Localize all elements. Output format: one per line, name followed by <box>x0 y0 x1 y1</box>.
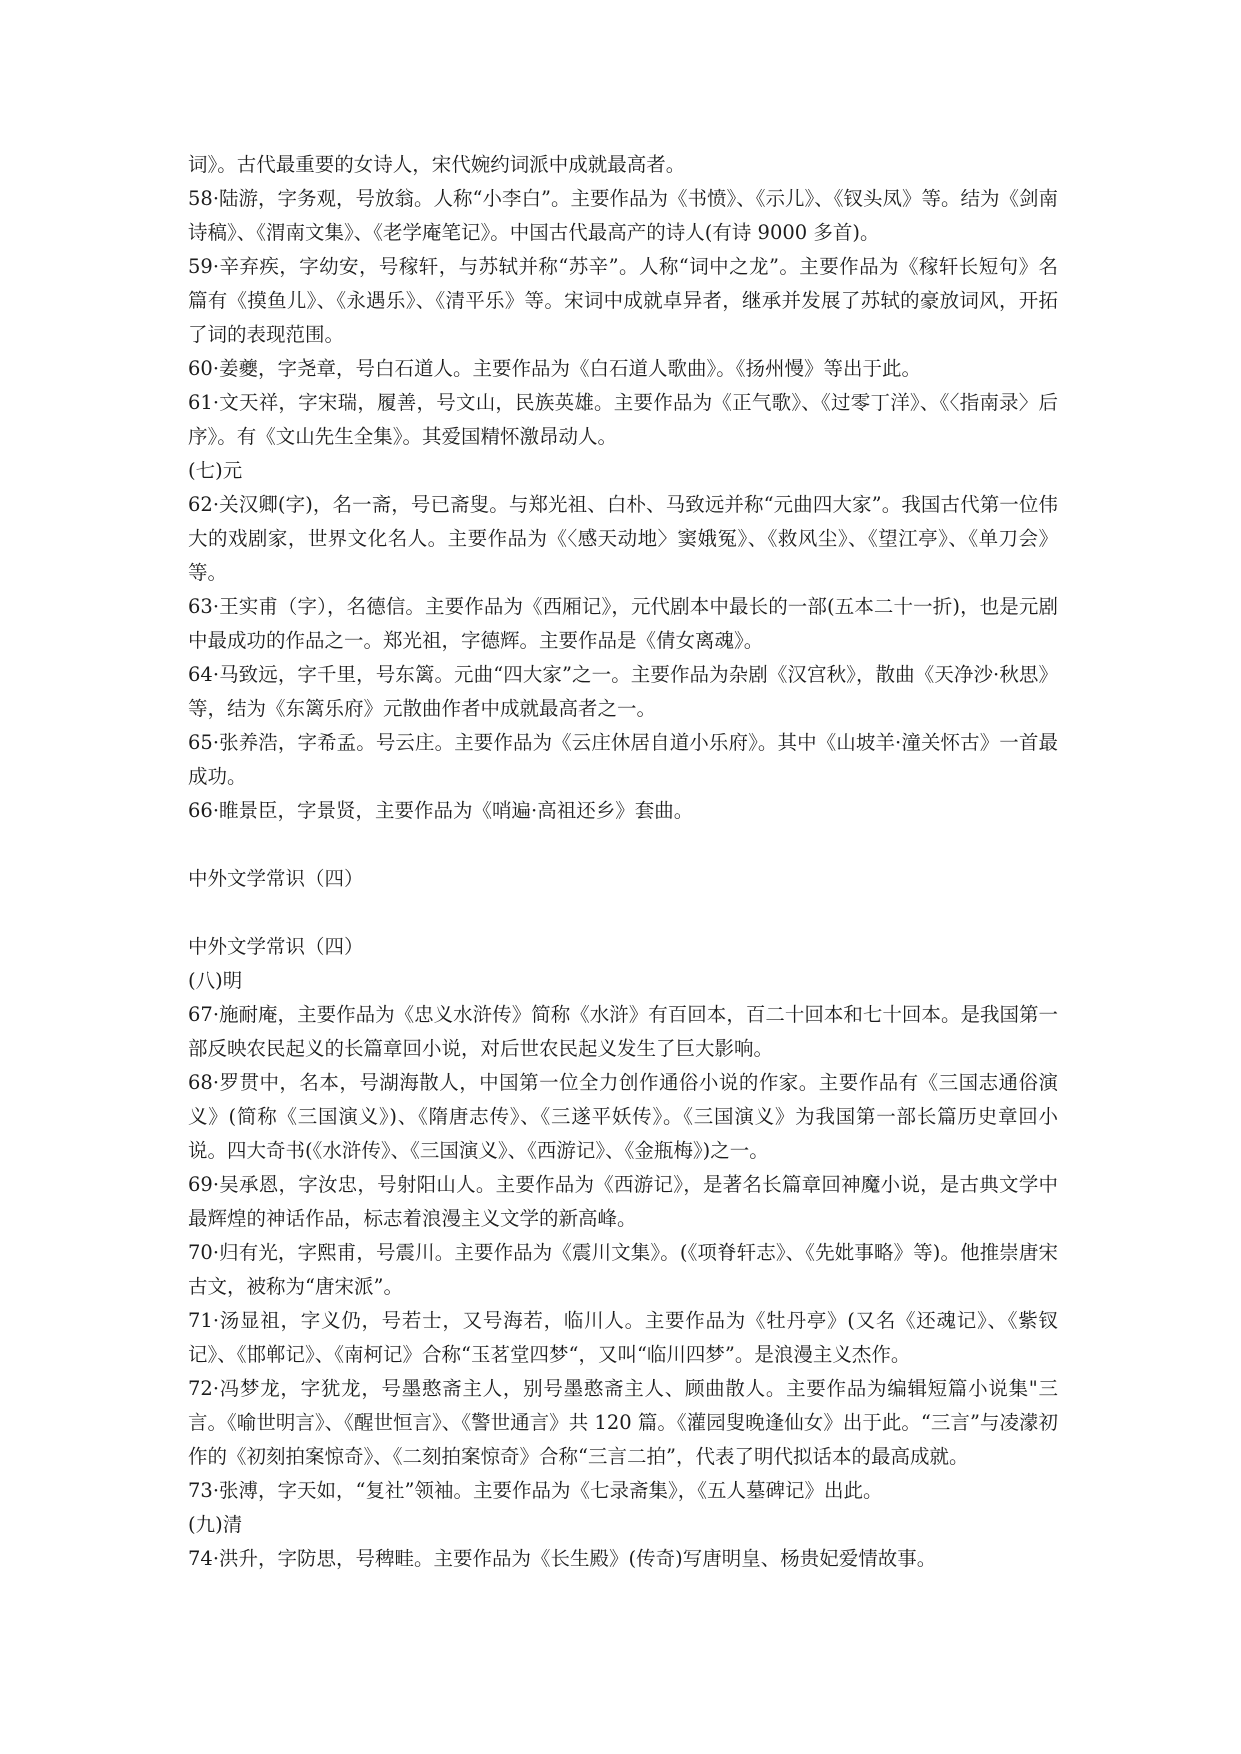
entry-72: 72·冯梦龙，字犹龙，号墨憨斋主人，别号墨憨斋主人、顾曲散人。主要作品为编辑短篇小说集"三言。《喻世明言》、《醒世恒言》、《警世通言》共 120 篇。《灌园叟晚逢仙女》出于此。“三言”与凌濛初作的《初刻拍案惊奇》、《二刻拍案惊奇》合称“三言二拍”，代表了明代拟话本的最高成就。 <box>188 1377 1058 1468</box>
entry-74: 74·洪升，字防思，号稗畦。主要作品为《长生殿》(传奇)写唐明皇、杨贵妃爱情故事。 <box>188 1547 937 1570</box>
section-title: 中外文学常识（四） <box>188 867 364 890</box>
blank-line <box>188 828 1058 862</box>
entry-71: 71·汤显祖，字义仍，号若士，又号海若，临川人。主要作品为《牡丹亭》(又名《还魂记》、《紫钗记》、《邯郸记》、《南柯记》合称“玉茗堂四梦“，又叫“临川四梦”。是浪漫主义杰作。 <box>188 1309 1058 1366</box>
entry-58: 58·陆游，字务观，号放翁。人称“小李白”。主要作品为《书愤》、《示儿》、《钗头凤》等。结为《剑南诗稿》、《渭南文集》、《老学庵笔记》。中国古代最高产的诗人(有诗 9000 多首)。 <box>188 187 1058 244</box>
entry-66: 66·睢景臣，字景贤，主要作品为《哨遍·高祖还乡》套曲。 <box>188 799 694 822</box>
entry-60: 60·姜夔，字尧章，号白石道人。主要作品为《白石道人歌曲》。《扬州慢》等出于此。 <box>188 357 922 380</box>
entry-59: 59·辛弃疾，字幼安，号稼轩，与苏轼并称“苏辛”。人称“词中之龙”。主要作品为《稼轩长短句》名篇有《摸鱼儿》、《永遇乐》、《清平乐》等。宋词中成就卓异者，继承并发展了苏轼的豪放词风，开拓了词的表现范围。 <box>188 255 1058 346</box>
entry-70: 70·归有光，字熙甫，号震川。主要作品为《震川文集》。(《项脊轩志》、《先妣事略》等)。他推崇唐宋古文，被称为“唐宋派”。 <box>188 1241 1058 1298</box>
section-heading-yuan: (七)元 <box>188 459 243 482</box>
entry-68: 68·罗贯中，名本，号湖海散人，中国第一位全力创作通俗小说的作家。主要作品有《三国志通俗演义》(简称《三国演义》)、《隋唐志传》、《三遂平妖传》。《三国演义》为我国第一部长篇历史章回小说。四大奇书(《水浒传》、《三国演义》、《西游记》、《金瓶梅》)之一。 <box>188 1071 1058 1162</box>
entry-69: 69·吴承恩，字汝忠，号射阳山人。主要作品为《西游记》，是著名长篇章回神魔小说，是古典文学中最辉煌的神话作品，标志着浪漫主义文学的新高峰。 <box>188 1173 1058 1230</box>
paragraph: 词》。古代最重要的女诗人，宋代婉约词派中成就最高者。 <box>188 153 686 176</box>
entry-61: 61·文天祥，字宋瑞，履善，号文山，民族英雄。主要作品为《正气歌》、《过零丁洋》、《〈指南录〉后序》。有《文山先生全集》。其爱国精怀激昂动人。 <box>188 391 1058 448</box>
document-body <box>188 148 1058 1576</box>
entry-67: 67·施耐庵，主要作品为《忠义水浒传》简称《水浒》有百回本，百二十回本和七十回本。是我国第一部反映农民起义的长篇章回小说，对后世农民起义发生了巨大影响。 <box>188 1003 1058 1060</box>
section-heading-ming: (八)明 <box>188 969 243 992</box>
section-title-repeat: 中外文学常识（四） <box>188 935 364 958</box>
blank-line <box>188 896 1058 930</box>
entry-64: 64·马致远，字千里，号东篱。元曲“四大家”之一。主要作品为杂剧《汉宫秋》，散曲《天净沙·秋思》等，结为《东篱乐府》元散曲作者中成就最高者之一。 <box>188 663 1058 720</box>
entry-63: 63·王实甫（字），名德信。主要作品为《西厢记》，元代剧本中最长的一部(五本二十一折)，也是元剧中最成功的作品之一。郑光祖，字德辉。主要作品是《倩女离魂》。 <box>188 595 1058 652</box>
entry-65: 65·张养浩，字希孟。号云庄。主要作品为《云庄休居自道小乐府》。其中《山坡羊·潼关怀古》一首最成功。 <box>188 731 1058 788</box>
entry-73: 73·张溥，字天如，“复社”领袖。主要作品为《七录斋集》，《五人墓碑记》出此。 <box>188 1479 883 1502</box>
entry-62: 62·关汉卿(字)，名一斋，号已斋叟。与郑光祖、白朴、马致远并称“元曲四大家”。我国古代第一位伟大的戏剧家，世界文化名人。主要作品为《〈感天动地〉窦娥冤》、《救风尘》、《望江亭》、《单刀会》等。 <box>188 493 1058 584</box>
section-heading-qing: (九)清 <box>188 1513 243 1536</box>
